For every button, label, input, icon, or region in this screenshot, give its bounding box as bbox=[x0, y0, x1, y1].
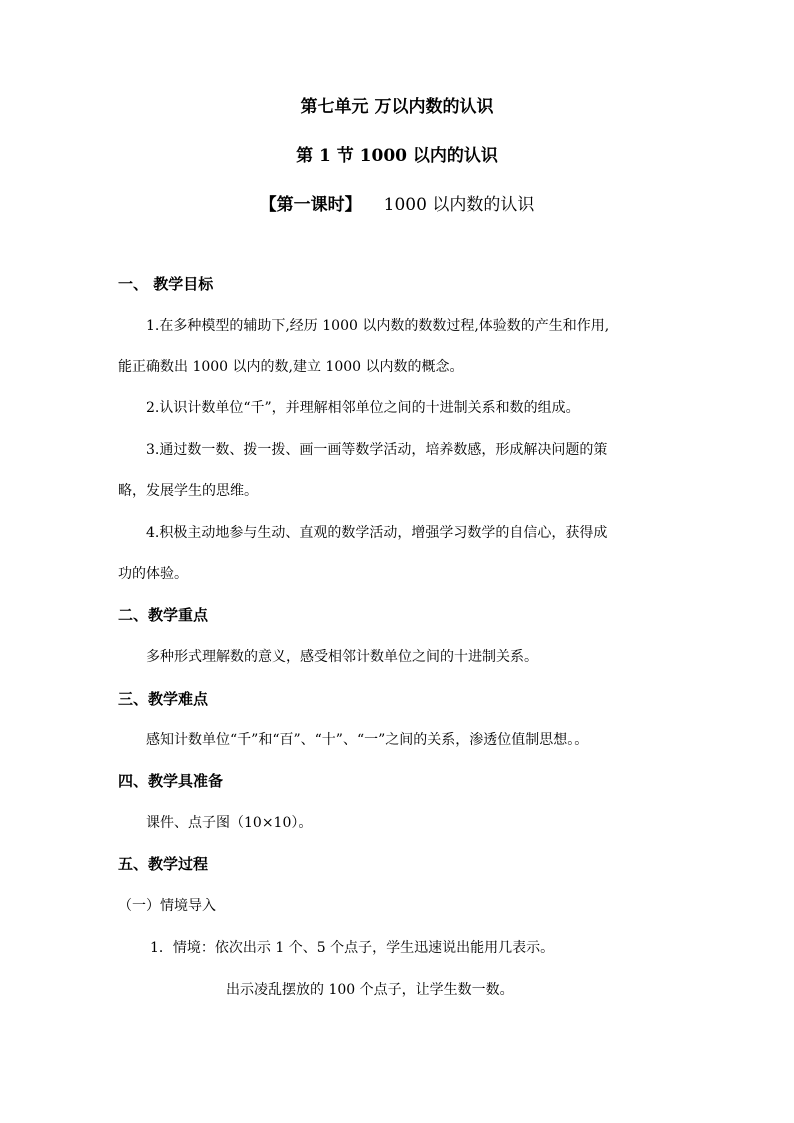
heading-process: 五、教学过程 bbox=[118, 855, 209, 873]
process-item-1-cont: 出示凌乱摆放的 100 个点子，让学生数一数。 bbox=[226, 982, 514, 998]
lesson-name: 1000 以内数的认识 bbox=[383, 195, 535, 215]
key-points-text: 多种形式理解数的意义，感受相邻计数单位之间的十进制关系。 bbox=[146, 649, 538, 665]
goal-1-line-1: 1.在多种模型的辅助下,经历 1000 以内数的数数过程,体验数的产生和作用, bbox=[146, 318, 610, 334]
heading-teaching-goals: 一、 教学目标 bbox=[118, 275, 214, 293]
goal-2: 2.认识计数单位“千”，并理解相邻单位之间的十进制关系和数的组成。 bbox=[146, 400, 580, 416]
process-item-1: 1．情境：依次出示 1 个、5 个点子，学生迅速说出能用几表示。 bbox=[150, 940, 555, 956]
goal-1-line-2: 能正确数出 1000 以内的数,建立 1000 以内数的概念。 bbox=[118, 359, 464, 375]
materials-text: 课件、点子图（10×10）。 bbox=[146, 815, 313, 831]
goal-4-line-1: 4.积极主动地参与生动、直观的数学活动，增强学习数学的自信心，获得成 bbox=[146, 525, 608, 541]
goal-4-line-2: 功的体验。 bbox=[118, 566, 188, 582]
heading-materials: 四、教学具准备 bbox=[118, 772, 224, 790]
unit-title: 第七单元 万以内数的认识 bbox=[300, 97, 494, 117]
section-title: 第 1 节 1000 以内的认识 bbox=[296, 146, 498, 166]
lesson-title bbox=[0, 194, 794, 216]
lesson-tag: 【第一课时】 bbox=[259, 195, 362, 215]
goal-3-line-2: 略，发展学生的思维。 bbox=[118, 483, 258, 499]
process-subheading: （一）情境导入 bbox=[118, 898, 216, 914]
goal-3-line-1: 3.通过数一数、拨一拨、画一画等数学活动，培养数感，形成解决问题的策 bbox=[146, 442, 608, 458]
heading-key-points: 二、教学重点 bbox=[118, 606, 209, 624]
difficulties-text: 感知计数单位“千”和“百”、“十”、“一”之间的关系，渗透位值制思想。。 bbox=[146, 732, 589, 748]
heading-difficulties: 三、教学难点 bbox=[118, 690, 209, 708]
